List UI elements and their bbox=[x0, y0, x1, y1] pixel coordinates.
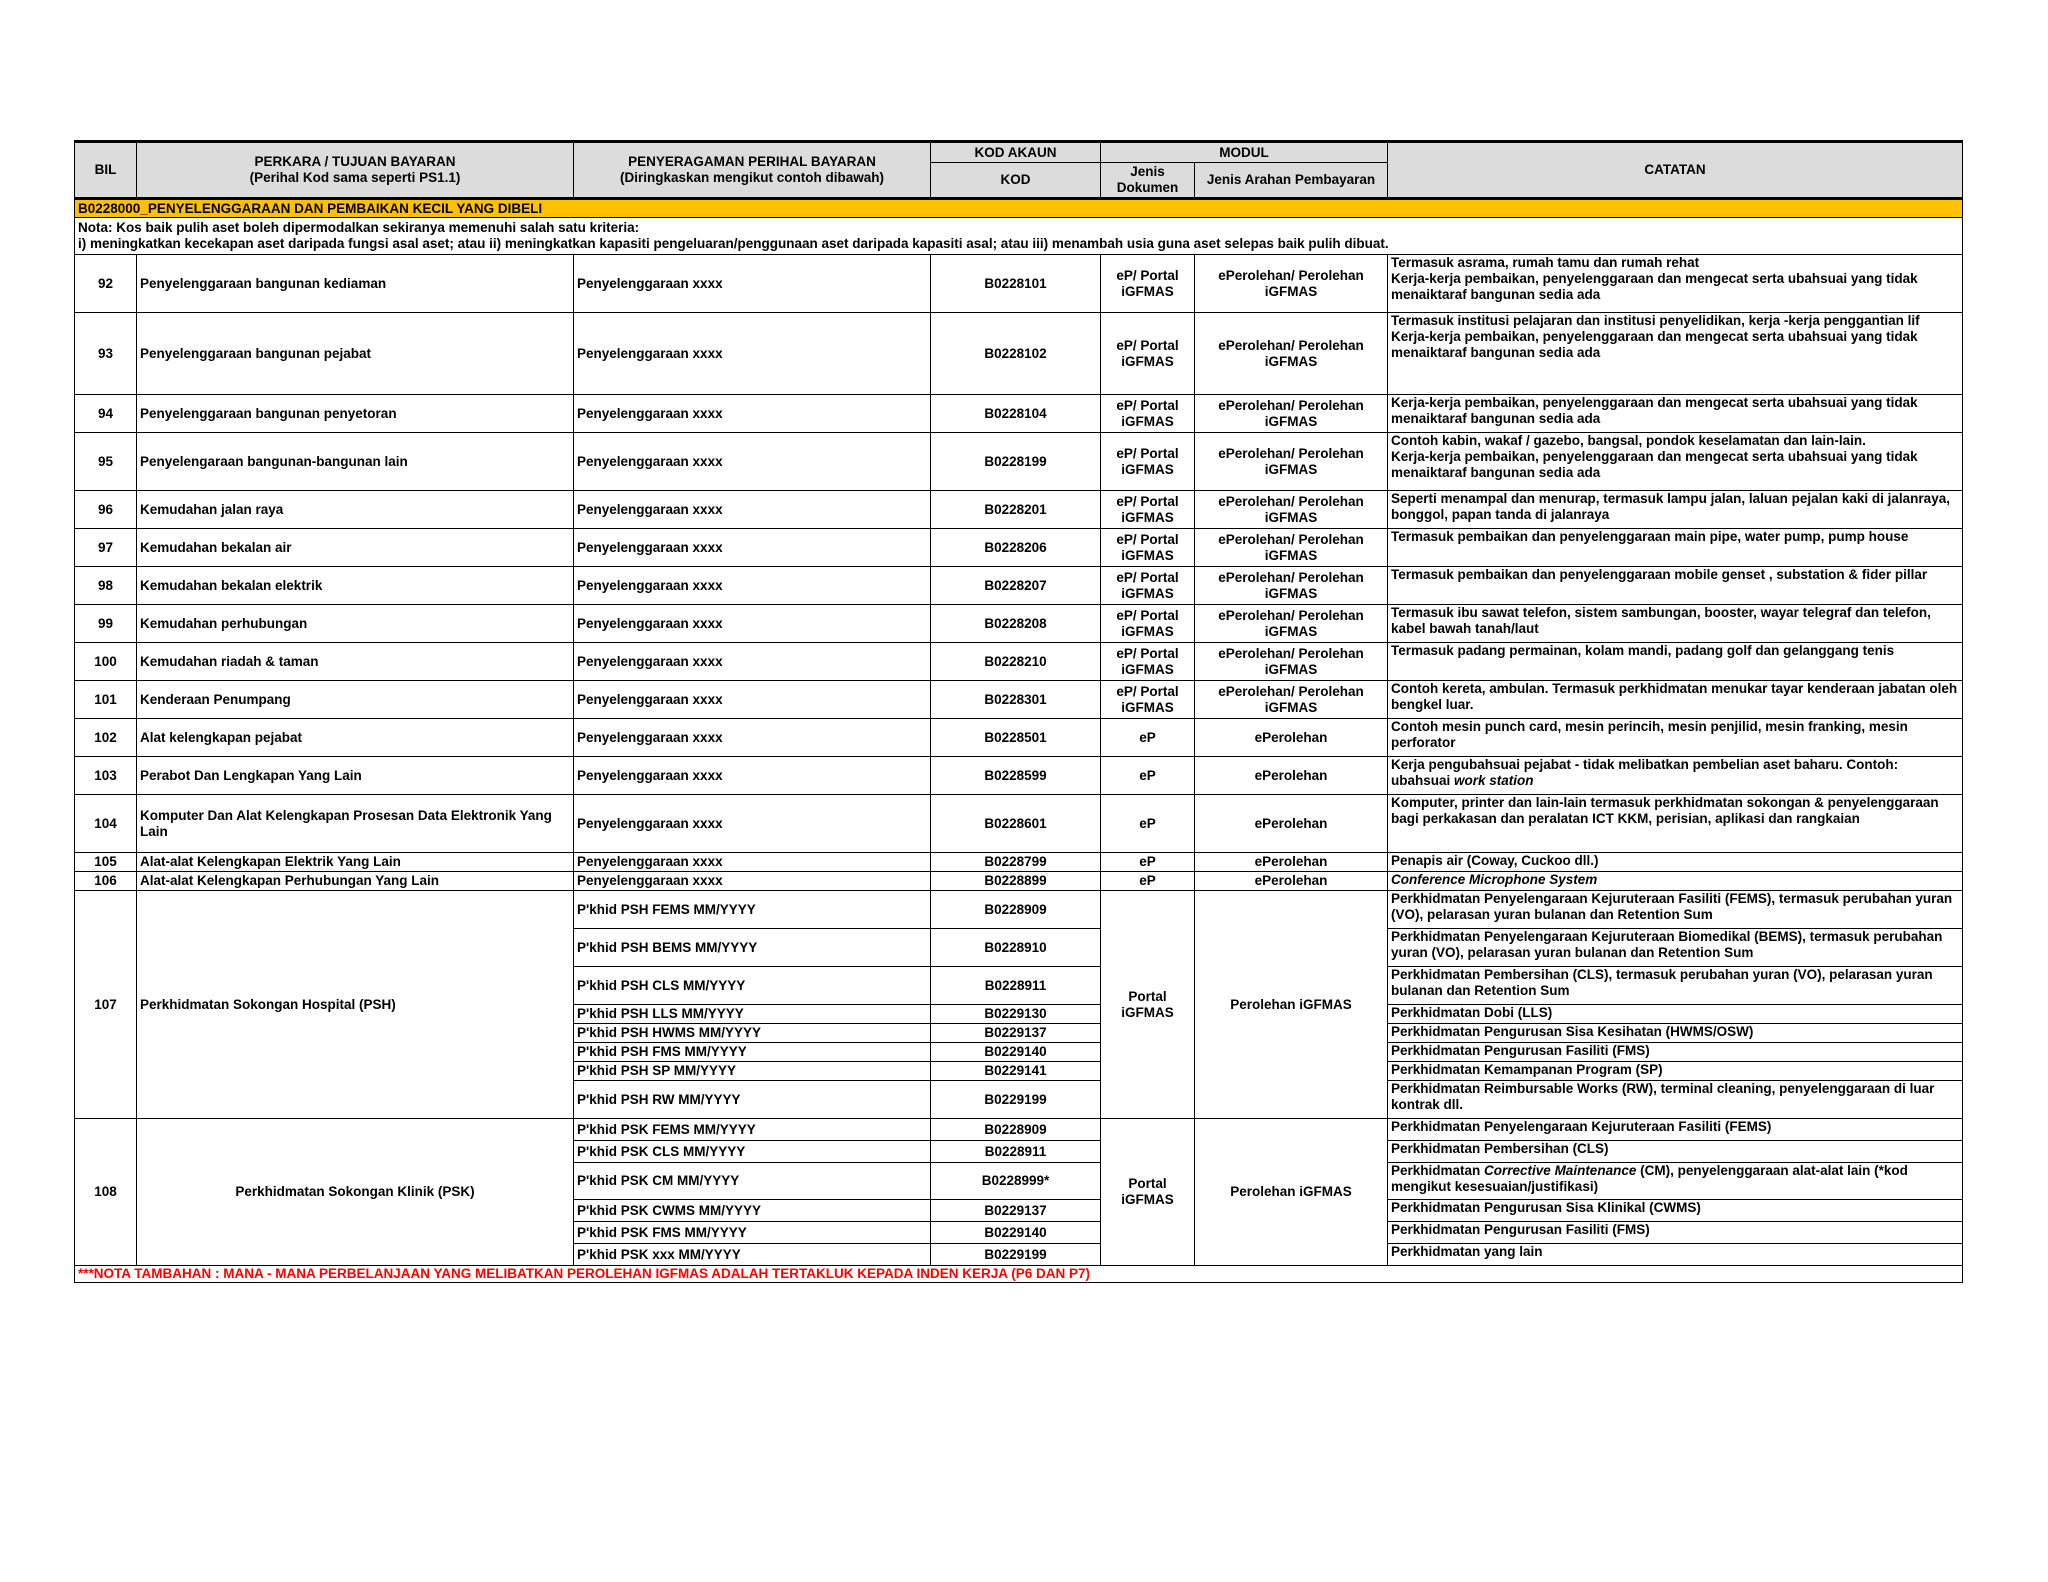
catatan-cell bbox=[1388, 643, 1963, 681]
table-row bbox=[75, 491, 1963, 529]
catatan-cell bbox=[1388, 853, 1963, 872]
perihal-cell: Penyelenggaraan xxxx bbox=[574, 795, 931, 853]
perkara-cell: Kemudahan bekalan elektrik bbox=[137, 567, 574, 605]
catatan-cell bbox=[1388, 395, 1963, 433]
bil-cell: 103 bbox=[75, 757, 137, 795]
catatan-cell bbox=[1388, 1163, 1963, 1200]
jenis-dokumen-cell: Portal iGFMAS bbox=[1101, 891, 1195, 1119]
perihal-cell: P'khid PSH FEMS MM/YYYY bbox=[574, 891, 931, 929]
perihal-cell: P'khid PSH FMS MM/YYYY bbox=[574, 1043, 931, 1062]
bil-cell: 92 bbox=[75, 255, 137, 313]
catatan-italic: Conference Microphone System bbox=[1391, 872, 1598, 887]
table-row bbox=[75, 719, 1963, 757]
perihal-cell: Penyelenggaraan xxxx bbox=[574, 395, 931, 433]
kod-cell: B0228207 bbox=[931, 567, 1101, 605]
table-row bbox=[75, 567, 1963, 605]
catatan-cell bbox=[1388, 255, 1963, 313]
jenis-dokumen-cell: eP bbox=[1101, 795, 1195, 853]
catatan-cell bbox=[1388, 1244, 1963, 1266]
table-row bbox=[75, 529, 1963, 567]
header-catatan: CATATAN bbox=[1388, 142, 1963, 199]
kod-cell: B0229140 bbox=[931, 1043, 1101, 1062]
header-modul: MODUL bbox=[1101, 142, 1388, 163]
catatan-text: Perkhidmatan Penyelengaraan Kejuruteraan Fasiliti (FEMS), termasuk perubahan yuran (VO), pelarasan yuran bulanan dan Retention Sum bbox=[1391, 891, 1953, 922]
catatan-text: Contoh kereta, ambulan. Termasuk perkhidmatan menukar tayar kenderaan jabatan oleh bengkel luar. bbox=[1391, 681, 1958, 712]
kod-cell: B0228206 bbox=[931, 529, 1101, 567]
catatan-text: Kerja-kerja pembaikan, penyelenggaraan dan mengecat serta ubahsuai yang tidak menaiktaraf bangunan sedia ada bbox=[1391, 395, 1918, 426]
perkara-cell: Alat kelengkapan pejabat bbox=[137, 719, 574, 757]
perkara-cell: Penyelenggaraan bangunan pejabat bbox=[137, 313, 574, 395]
catatan-cell bbox=[1388, 1005, 1963, 1024]
catatan-line: Kerja-kerja pembaikan, penyelenggaraan dan mengecat serta ubahsuai yang tidak menaiktaraf bangunan sedia ada bbox=[1391, 329, 1918, 360]
catatan-text: Termasuk pembaikan dan penyelenggaraan mobile genset , substation & fider pillar bbox=[1391, 567, 1928, 582]
perihal-cell: P'khid PSK xxx MM/YYYY bbox=[574, 1244, 931, 1266]
jenis-arahan-cell: ePerolehan bbox=[1195, 719, 1388, 757]
catatan-text: Contoh mesin punch card, mesin perincih, mesin penjilid, mesin franking, mesin perforator bbox=[1391, 719, 1908, 750]
perihal-cell: P'khid PSH CLS MM/YYYY bbox=[574, 967, 931, 1005]
perihal-cell: P'khid PSK CWMS MM/YYYY bbox=[574, 1200, 931, 1222]
table-row bbox=[75, 643, 1963, 681]
kod-cell: B0228199 bbox=[931, 433, 1101, 491]
kod-cell: B0228910 bbox=[931, 929, 1101, 967]
table-row bbox=[75, 605, 1963, 643]
bil-cell: 96 bbox=[75, 491, 137, 529]
kod-cell: B0229140 bbox=[931, 1222, 1101, 1244]
table-row bbox=[75, 872, 1963, 891]
perkara-cell: Kemudahan perhubungan bbox=[137, 605, 574, 643]
jenis-arahan-cell: Perolehan iGFMAS bbox=[1195, 891, 1388, 1119]
bil-cell: 101 bbox=[75, 681, 137, 719]
table-row bbox=[75, 313, 1963, 395]
kod-cell: B0228899 bbox=[931, 872, 1101, 891]
catatan-cell bbox=[1388, 313, 1963, 395]
kod-cell: B0228104 bbox=[931, 395, 1101, 433]
perihal-cell: Penyelenggaraan xxxx bbox=[574, 643, 931, 681]
kod-cell: B0228799 bbox=[931, 853, 1101, 872]
perihal-cell: P'khid PSH RW MM/YYYY bbox=[574, 1081, 931, 1119]
jenis-dokumen-cell: eP bbox=[1101, 719, 1195, 757]
perihal-cell: P'khid PSH BEMS MM/YYYY bbox=[574, 929, 931, 967]
catatan-cell bbox=[1388, 1200, 1963, 1222]
jenis-arahan-cell: ePerolehan/ Perolehan iGFMAS bbox=[1195, 567, 1388, 605]
bil-cell: 106 bbox=[75, 872, 137, 891]
table-row bbox=[75, 395, 1963, 433]
catatan-cell bbox=[1388, 757, 1963, 795]
catatan-text: Perkhidmatan Penyelengaraan Kejuruteraan Fasiliti (FEMS) bbox=[1391, 1119, 1772, 1134]
catatan-text: Perkhidmatan Pembersihan (CLS) bbox=[1391, 1141, 1609, 1156]
kod-cell: B0229141 bbox=[931, 1062, 1101, 1081]
catatan-cell bbox=[1388, 1081, 1963, 1119]
bil-cell: 94 bbox=[75, 395, 137, 433]
table-row bbox=[75, 433, 1963, 491]
catatan-text: Perkhidmatan Reimbursable Works (RW), terminal cleaning, penyelenggaraan di luar kontrak dll. bbox=[1391, 1081, 1935, 1112]
bil-cell: 99 bbox=[75, 605, 137, 643]
table-row bbox=[75, 255, 1963, 313]
kod-cell: B0228909 bbox=[931, 1119, 1101, 1141]
kod-cell: B0228301 bbox=[931, 681, 1101, 719]
jenis-dokumen-cell: eP/ Portal iGFMAS bbox=[1101, 529, 1195, 567]
section-title: B0228000_PENYELENGGARAAN DAN PEMBAIKAN KECIL YANG DIBELI bbox=[75, 199, 1963, 218]
catatan-text: Perkhidmatan Pengurusan Sisa Kesihatan (HWMS/OSW) bbox=[1391, 1024, 1754, 1039]
catatan-text: Penapis air (Coway, Cuckoo dll.) bbox=[1391, 853, 1599, 868]
kod-cell: B0228911 bbox=[931, 967, 1101, 1005]
bil-cell: 95 bbox=[75, 433, 137, 491]
catatan-cell bbox=[1388, 967, 1963, 1005]
perihal-cell: Penyelenggaraan xxxx bbox=[574, 605, 931, 643]
header-kod-akaun: KOD AKAUN bbox=[931, 142, 1101, 163]
catatan-text: Termasuk ibu sawat telefon, sistem sambungan, booster, wayar telegraf dan telefon, kabel bawah tanah/laut bbox=[1391, 605, 1931, 636]
catatan-cell bbox=[1388, 795, 1963, 853]
catatan-line: Kerja-kerja pembaikan, penyelenggaraan dan mengecat serta ubahsuai yang tidak menaiktaraf bangunan sedia ada bbox=[1391, 271, 1918, 302]
perkara-cell: Kemudahan riadah & taman bbox=[137, 643, 574, 681]
catatan-text: Perkhidmatan Penyelengaraan Kejuruteraan Biomedikal (BEMS), termasuk perubahan yuran (VO), pelarasan yuran bulanan dan Retention Sum bbox=[1391, 929, 1943, 960]
header-kod: KOD bbox=[931, 163, 1101, 199]
perkara-cell: Kemudahan bekalan air bbox=[137, 529, 574, 567]
jenis-dokumen-cell: eP/ Portal iGFMAS bbox=[1101, 395, 1195, 433]
header-perkara: PERKARA / TUJUAN BAYARAN (Perihal Kod sama seperti PS1.1) bbox=[137, 142, 574, 199]
jenis-dokumen-cell: eP/ Portal iGFMAS bbox=[1101, 681, 1195, 719]
perkara-cell: Alat-alat Kelengkapan Perhubungan Yang Lain bbox=[137, 872, 574, 891]
perihal-cell: P'khid PSH SP MM/YYYY bbox=[574, 1062, 931, 1081]
jenis-arahan-cell: ePerolehan/ Perolehan iGFMAS bbox=[1195, 255, 1388, 313]
jenis-dokumen-cell: eP/ Portal iGFMAS bbox=[1101, 255, 1195, 313]
header-jenis-arahan: Jenis Arahan Pembayaran bbox=[1195, 163, 1388, 199]
catatan-cell bbox=[1388, 605, 1963, 643]
jenis-arahan-cell: ePerolehan/ Perolehan iGFMAS bbox=[1195, 681, 1388, 719]
perihal-cell: P'khid PSH HWMS MM/YYYY bbox=[574, 1024, 931, 1043]
perihal-cell: Penyelenggaraan xxxx bbox=[574, 719, 931, 757]
jenis-dokumen-cell: eP bbox=[1101, 872, 1195, 891]
jenis-arahan-cell: ePerolehan bbox=[1195, 757, 1388, 795]
table-row bbox=[75, 795, 1963, 853]
kod-cell: B0228999* bbox=[931, 1163, 1101, 1200]
perkara-cell: Kemudahan jalan raya bbox=[137, 491, 574, 529]
perkara-cell: Komputer Dan Alat Kelengkapan Prosesan Data Elektronik Yang Lain bbox=[137, 795, 574, 853]
catatan-text: Kerja pengubahsuai pejabat - tidak melibatkan pembelian aset baharu. Contoh: ubahsuai bbox=[1391, 757, 1899, 788]
catatan-text: Termasuk padang permainan, kolam mandi, padang golf dan gelanggang tenis bbox=[1391, 643, 1895, 658]
catatan-pre: Perkhidmatan bbox=[1391, 1163, 1485, 1178]
kod-cell: B0228201 bbox=[931, 491, 1101, 529]
bil-cell: 108 bbox=[75, 1119, 137, 1266]
perihal-cell: Penyelenggaraan xxxx bbox=[574, 529, 931, 567]
kod-cell: B0228911 bbox=[931, 1141, 1101, 1163]
kod-cell: B0228501 bbox=[931, 719, 1101, 757]
catatan-line: Termasuk institusi pelajaran dan institusi penyelidikan, kerja -kerja penggantian lif bbox=[1391, 313, 1920, 328]
footnote-row bbox=[75, 1266, 1963, 1283]
jenis-dokumen-cell: eP/ Portal iGFMAS bbox=[1101, 491, 1195, 529]
catatan-line: Kerja-kerja pembaikan, penyelenggaraan dan mengecat serta ubahsuai yang tidak menaiktaraf bangunan sedia ada bbox=[1391, 449, 1918, 480]
nota: Nota: Kos baik pulih aset boleh dipermodalkan sekiranya memenuhi salah satu kriteria: i) meningkatkan kecekapan aset daripada fungsi asal aset; atau ii) meningkatkan kapasiti pengeluaran/penggunaan aset daripada kapasiti asal; atau iii) menambah usia guna aset selepas baik pulih dibuat. bbox=[75, 218, 1963, 255]
catatan-text: Komputer, printer dan lain-lain termasuk perkhidmatan sokongan & penyelenggaraan bagi perkakasan dan peralatan ICT KKM, perisian, aplikasi dan rangkaian bbox=[1391, 795, 1939, 826]
perihal-cell: P'khid PSH LLS MM/YYYY bbox=[574, 1005, 931, 1024]
jenis-arahan-cell: Perolehan iGFMAS bbox=[1195, 1119, 1388, 1266]
catatan-line: Termasuk asrama, rumah tamu dan rumah rehat bbox=[1391, 255, 1700, 270]
kod-cell: B0228909 bbox=[931, 891, 1101, 929]
perihal-cell: P'khid PSK CM MM/YYYY bbox=[574, 1163, 931, 1200]
jenis-arahan-cell: ePerolehan/ Perolehan iGFMAS bbox=[1195, 491, 1388, 529]
perkara-cell: Penyelengaraan bangunan-bangunan lain bbox=[137, 433, 574, 491]
bil-cell: 102 bbox=[75, 719, 137, 757]
account-code-table bbox=[74, 140, 1963, 1283]
jenis-dokumen-cell: Portal iGFMAS bbox=[1101, 1119, 1195, 1266]
jenis-dokumen-cell: eP/ Portal iGFMAS bbox=[1101, 433, 1195, 491]
perkara-cell: Perkhidmatan Sokongan Klinik (PSK) bbox=[137, 1119, 574, 1266]
perihal-cell: Penyelenggaraan xxxx bbox=[574, 255, 931, 313]
catatan-text: Seperti menampal dan menurap, termasuk lampu jalan, laluan pejalan kaki di jalanraya, bonggol, papan tanda di jalanraya bbox=[1391, 491, 1950, 522]
perkara-cell: Perkhidmatan Sokongan Hospital (PSH) bbox=[137, 891, 574, 1119]
jenis-arahan-cell: ePerolehan bbox=[1195, 872, 1388, 891]
perihal-cell: Penyelenggaraan xxxx bbox=[574, 853, 931, 872]
jenis-dokumen-cell: eP/ Portal iGFMAS bbox=[1101, 313, 1195, 395]
catatan-text: Perkhidmatan Kemampanan Program (SP) bbox=[1391, 1062, 1663, 1077]
catatan-italic: Corrective Maintenance bbox=[1484, 1163, 1637, 1178]
catatan-text: (CM), penyelenggaraan alat-alat lain (*kod mengikut kesesuaian/justifikasi) bbox=[1391, 1163, 1908, 1194]
kod-cell: B0229199 bbox=[931, 1244, 1101, 1266]
perihal-cell: P'khid PSK CLS MM/YYYY bbox=[574, 1141, 931, 1163]
perkara-cell: Alat-alat Kelengkapan Elektrik Yang Lain bbox=[137, 853, 574, 872]
table-row bbox=[75, 757, 1963, 795]
catatan-line: Contoh kabin, wakaf / gazebo, bangsal, pondok keselamatan dan lain-lain. bbox=[1391, 433, 1866, 448]
catatan-cell bbox=[1388, 567, 1963, 605]
perihal-cell: Penyelenggaraan xxxx bbox=[574, 872, 931, 891]
kod-cell: B0228102 bbox=[931, 313, 1101, 395]
header-bil: BIL bbox=[75, 142, 137, 199]
catatan-cell bbox=[1388, 1222, 1963, 1244]
catatan-cell bbox=[1388, 891, 1963, 929]
kod-cell: B0229130 bbox=[931, 1005, 1101, 1024]
catatan-text: Perkhidmatan Dobi (LLS) bbox=[1391, 1005, 1553, 1020]
jenis-dokumen-cell: eP bbox=[1101, 853, 1195, 872]
bil-cell: 100 bbox=[75, 643, 137, 681]
catatan-cell bbox=[1388, 1024, 1963, 1043]
kod-cell: B0229199 bbox=[931, 1081, 1101, 1119]
catatan-text: Perkhidmatan Pengurusan Fasiliti (FMS) bbox=[1391, 1222, 1650, 1237]
perihal-cell: P'khid PSK FMS MM/YYYY bbox=[574, 1222, 931, 1244]
catatan-cell bbox=[1388, 1141, 1963, 1163]
bil-cell: 97 bbox=[75, 529, 137, 567]
header-jenis-dokumen: Jenis Dokumen bbox=[1101, 163, 1195, 199]
catatan-cell bbox=[1388, 681, 1963, 719]
kod-cell: B0228101 bbox=[931, 255, 1101, 313]
perihal-cell: Penyelenggaraan xxxx bbox=[574, 433, 931, 491]
kod-cell: B0229137 bbox=[931, 1024, 1101, 1043]
catatan-cell bbox=[1388, 929, 1963, 967]
jenis-dokumen-cell: eP bbox=[1101, 757, 1195, 795]
catatan-cell bbox=[1388, 872, 1963, 891]
header-penyeragaman: PENYERAGAMAN PERIHAL BAYARAN (Diringkaskan mengikut contoh dibawah) bbox=[574, 142, 931, 199]
perihal-cell: P'khid PSK FEMS MM/YYYY bbox=[574, 1119, 931, 1141]
catatan-text: Perkhidmatan Pembersihan (CLS), termasuk perubahan yuran (VO), pelarasan yuran bulanan dan Retention Sum bbox=[1391, 967, 1933, 998]
bil-cell: 107 bbox=[75, 891, 137, 1119]
table-row bbox=[75, 891, 1963, 929]
jenis-arahan-cell: ePerolehan/ Perolehan iGFMAS bbox=[1195, 395, 1388, 433]
perkara-cell: Kenderaan Penumpang bbox=[137, 681, 574, 719]
catatan-text: Termasuk pembaikan dan penyelenggaraan main pipe, water pump, pump house bbox=[1391, 529, 1909, 544]
footnote: ***NOTA TAMBAHAN : MANA - MANA PERBELANJAAN YANG MELIBATKAN PEROLEHAN IGFMAS ADALAH TERTAKLUK KEPADA INDEN KERJA (P6 DAN P7) bbox=[75, 1266, 1963, 1283]
catatan-cell bbox=[1388, 529, 1963, 567]
catatan-text: Perkhidmatan Pengurusan Fasiliti (FMS) bbox=[1391, 1043, 1650, 1058]
perihal-cell: Penyelenggaraan xxxx bbox=[574, 681, 931, 719]
perihal-cell: Penyelenggaraan xxxx bbox=[574, 313, 931, 395]
jenis-arahan-cell: ePerolehan/ Perolehan iGFMAS bbox=[1195, 605, 1388, 643]
table-row bbox=[75, 853, 1963, 872]
table-row bbox=[75, 681, 1963, 719]
catatan-cell bbox=[1388, 491, 1963, 529]
jenis-arahan-cell: ePerolehan bbox=[1195, 795, 1388, 853]
jenis-arahan-cell: ePerolehan bbox=[1195, 853, 1388, 872]
perkara-cell: Penyelenggaraan bangunan kediaman bbox=[137, 255, 574, 313]
perihal-cell: Penyelenggaraan xxxx bbox=[574, 567, 931, 605]
catatan-cell bbox=[1388, 433, 1963, 491]
perkara-cell: Perabot Dan Lengkapan Yang Lain bbox=[137, 757, 574, 795]
kod-cell: B0228208 bbox=[931, 605, 1101, 643]
kod-cell: B0229137 bbox=[931, 1200, 1101, 1222]
table-row bbox=[75, 1119, 1963, 1141]
catatan-italic: work station bbox=[1454, 773, 1534, 788]
kod-cell: B0228599 bbox=[931, 757, 1101, 795]
bil-cell: 104 bbox=[75, 795, 137, 853]
bil-cell: 105 bbox=[75, 853, 137, 872]
jenis-dokumen-cell: eP/ Portal iGFMAS bbox=[1101, 605, 1195, 643]
catatan-cell bbox=[1388, 1119, 1963, 1141]
catatan-cell bbox=[1388, 1043, 1963, 1062]
jenis-arahan-cell: ePerolehan/ Perolehan iGFMAS bbox=[1195, 433, 1388, 491]
bil-cell: 98 bbox=[75, 567, 137, 605]
jenis-arahan-cell: ePerolehan/ Perolehan iGFMAS bbox=[1195, 529, 1388, 567]
catatan-text: Perkhidmatan Pengurusan Sisa Klinikal (CWMS) bbox=[1391, 1200, 1701, 1215]
catatan-cell bbox=[1388, 719, 1963, 757]
kod-cell: B0228210 bbox=[931, 643, 1101, 681]
jenis-arahan-cell: ePerolehan/ Perolehan iGFMAS bbox=[1195, 313, 1388, 395]
catatan-cell bbox=[1388, 1062, 1963, 1081]
jenis-dokumen-cell: eP/ Portal iGFMAS bbox=[1101, 643, 1195, 681]
perihal-cell: Penyelenggaraan xxxx bbox=[574, 491, 931, 529]
bil-cell: 93 bbox=[75, 313, 137, 395]
kod-cell: B0228601 bbox=[931, 795, 1101, 853]
perihal-cell: Penyelenggaraan xxxx bbox=[574, 757, 931, 795]
jenis-dokumen-cell: eP/ Portal iGFMAS bbox=[1101, 567, 1195, 605]
perkara-cell: Penyelenggaraan bangunan penyetoran bbox=[137, 395, 574, 433]
jenis-arahan-cell: ePerolehan/ Perolehan iGFMAS bbox=[1195, 643, 1388, 681]
catatan-text: Perkhidmatan yang lain bbox=[1391, 1244, 1543, 1259]
